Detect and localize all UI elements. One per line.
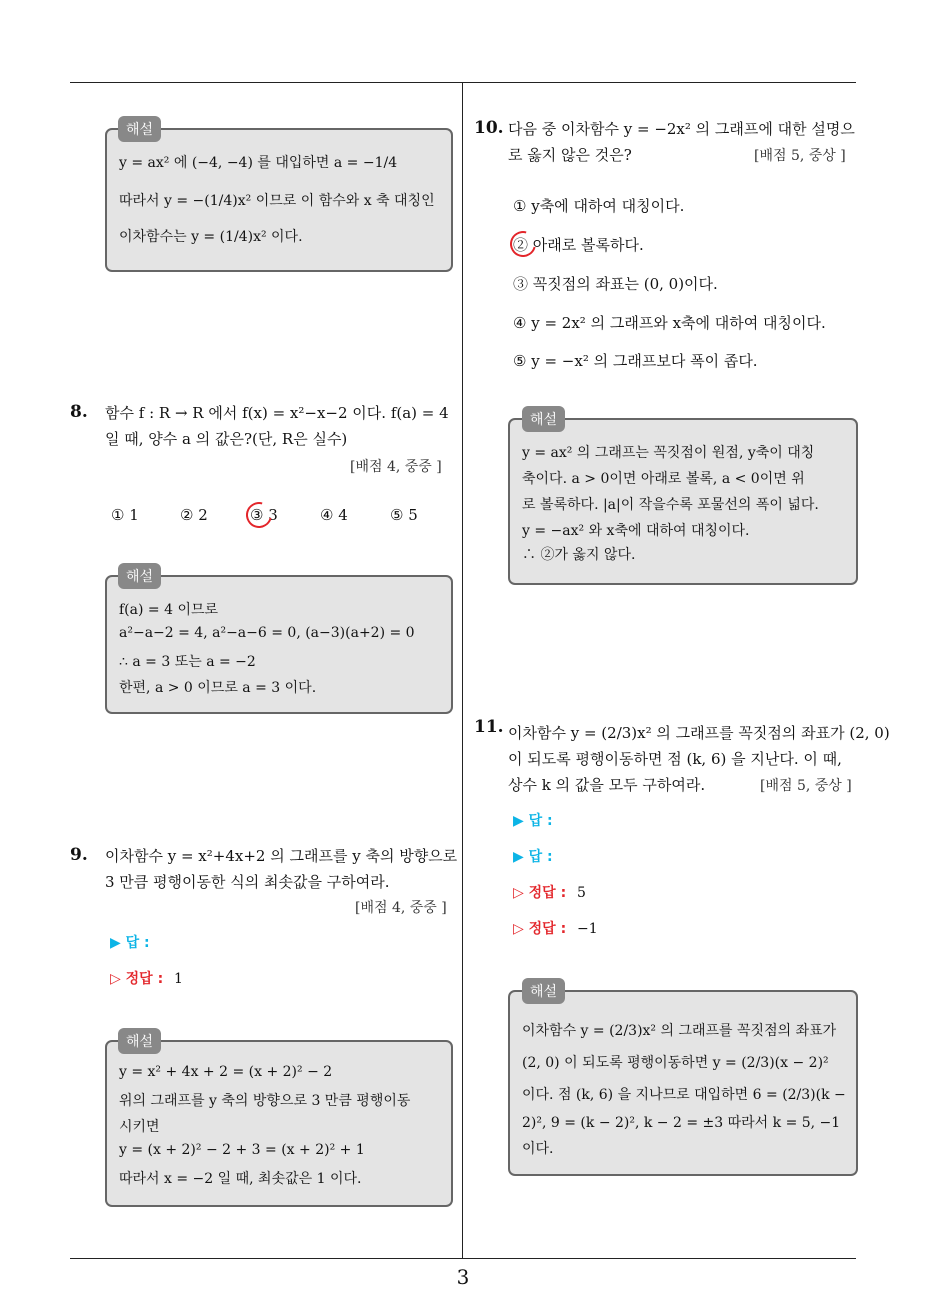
- correct-value: 1: [174, 971, 183, 987]
- bottom-rule: [70, 1258, 856, 1259]
- score-info: [배점 5, 중상 ]: [754, 148, 846, 164]
- answer-input[interactable]: ▶ 답 :: [110, 935, 150, 951]
- solution-line: a²−a−2 = 4, a²−a−6 = 0, (a−3)(a+2) = 0: [119, 625, 415, 641]
- answer-mark-icon: [505, 226, 541, 262]
- correct-answer-label: [513, 882, 586, 902]
- solution-tag: 해설: [522, 406, 565, 432]
- question-number: 11.: [474, 717, 504, 737]
- solution-line: y = x² + 4x + 2 = (x + 2)² − 2: [119, 1064, 333, 1080]
- solution-tag: 해설: [118, 1028, 161, 1054]
- choice-1[interactable]: ① y축에 대하여 대칭이다.: [513, 197, 685, 215]
- question-text: 상수 k 의 값을 모두 구하여라.: [508, 776, 706, 794]
- column-divider: [462, 83, 463, 1259]
- solution-line: 2)², 9 = (k − 2)², k − 2 = ±3 따라서 k = 5, −1: [522, 1115, 841, 1131]
- correct-label: ▷ 정답 :: [110, 971, 164, 987]
- question-text: 일 때, 양수 a 의 값은?(단, R은 실수): [105, 430, 348, 448]
- correct-value: −1: [577, 921, 598, 937]
- question-text: 다음 중 이차함수 y = −2x² 의 그래프에 대한 설명으: [508, 120, 855, 138]
- solution-line: 따라서 x = −2 일 때, 최솟값은 1 이다.: [119, 1171, 362, 1187]
- solution-line: ∴ a = 3 또는 a = −2: [119, 654, 256, 670]
- score-info: [배점 5, 중상 ]: [760, 778, 852, 794]
- score-info: [배점 4, 중중 ]: [350, 459, 442, 475]
- answer-input[interactable]: ▶ 답 :: [513, 849, 553, 865]
- solution-line: ∴ ②가 옳지 않다.: [522, 547, 636, 563]
- solution-line: 시키면: [119, 1119, 160, 1135]
- answer-input[interactable]: ▶ 답 :: [513, 813, 553, 829]
- choice-2[interactable]: ② 아래로 볼록하다.: [513, 236, 644, 254]
- correct-answer-label: [110, 968, 183, 988]
- correct-label: ▷ 정답 :: [513, 885, 567, 901]
- choice-5[interactable]: ⑤ 5: [390, 506, 418, 524]
- page-number: 3: [456, 1265, 470, 1289]
- choice-2[interactable]: ② 2: [180, 506, 208, 524]
- question-text: 이 되도록 평행이동하면 점 (k, 6) 을 지난다. 이 때,: [508, 750, 842, 768]
- choice-3[interactable]: ③ 꼭짓점의 좌표는 (0, 0)이다.: [513, 275, 718, 293]
- correct-label: ▷ 정답 :: [513, 921, 567, 937]
- solution-line: y = ax² 의 그래프는 꼭짓점이 원점, y축이 대칭: [522, 445, 815, 461]
- solution-line: y = ax² 에 (−4, −4) 를 대입하면 a = −1/4: [119, 155, 398, 171]
- solution-line: y = −ax² 와 x축에 대하여 대칭이다.: [522, 523, 750, 539]
- solution-line: 한편, a > 0 이므로 a = 3 이다.: [119, 680, 317, 696]
- solution-line: 이다. 점 (k, 6) 을 지나므로 대입하면 6 = (2/3)(k −: [522, 1087, 846, 1103]
- solution-tag: 해설: [522, 978, 565, 1004]
- solution-line: 위의 그래프를 y 축의 방향으로 3 만큼 평행이동: [119, 1093, 411, 1109]
- solution-box-q11: [508, 990, 858, 1176]
- solution-line: y = (x + 2)² − 2 + 3 = (x + 2)² + 1: [119, 1142, 365, 1158]
- solution-tag: 해설: [118, 116, 161, 142]
- solution-box-q8: [105, 575, 453, 714]
- choice-5[interactable]: ⑤ y = −x² 의 그래프보다 폭이 좁다.: [513, 352, 758, 370]
- question-text: 3 만큼 평행이동한 식의 최솟값을 구하여라.: [105, 873, 390, 891]
- solution-line: 따라서 y = −(1/4)x² 이므로 이 함수와 x 축 대칭인: [119, 193, 435, 209]
- question-text: 이차함수 y = x²+4x+2 의 그래프를 y 축의 방향으로: [105, 847, 458, 865]
- solution-tag: 해설: [118, 563, 161, 589]
- question-text: 로 옳지 않은 것은?: [508, 146, 632, 164]
- question-text: 이차함수 y = (2/3)x² 의 그래프를 꼭짓점의 좌표가 (2, 0): [508, 724, 890, 742]
- solution-line: 이다.: [522, 1141, 554, 1157]
- choice-4[interactable]: ④ 4: [320, 506, 348, 524]
- question-number: 9.: [70, 845, 88, 865]
- solution-box-q9: [105, 1040, 453, 1207]
- question-number: 8.: [70, 402, 88, 422]
- choice-3[interactable]: ③ 3: [250, 506, 278, 524]
- choice-1[interactable]: ① 1: [111, 506, 139, 524]
- score-info: [배점 4, 중중 ]: [355, 900, 447, 916]
- correct-value: 5: [577, 885, 586, 901]
- choice-4[interactable]: ④ y = 2x² 의 그래프와 x축에 대하여 대칭이다.: [513, 314, 826, 332]
- solution-line: 이차함수 y = (2/3)x² 의 그래프를 꼭짓점의 좌표가: [522, 1023, 837, 1039]
- solution-line: 이차함수는 y = (1/4)x² 이다.: [119, 229, 303, 245]
- solution-line: (2, 0) 이 되도록 평행이동하면 y = (2/3)(x − 2)²: [522, 1055, 829, 1071]
- question-number: 10.: [474, 118, 504, 138]
- solution-box-q7: [105, 128, 453, 272]
- top-rule: [70, 82, 856, 83]
- solution-line: f(a) = 4 이므로: [119, 602, 219, 618]
- solution-line: 축이다. a > 0이면 아래로 볼록, a < 0이면 위: [522, 471, 805, 487]
- solution-box-q10: [508, 418, 858, 585]
- correct-answer-label: [513, 918, 598, 938]
- question-text: 함수 f : R → R 에서 f(x) = x²−x−2 이다. f(a) = 4: [105, 404, 449, 422]
- answer-mark-icon: [241, 497, 277, 533]
- solution-line: 로 볼록하다. |a|이 작을수록 포물선의 폭이 넓다.: [522, 497, 819, 513]
